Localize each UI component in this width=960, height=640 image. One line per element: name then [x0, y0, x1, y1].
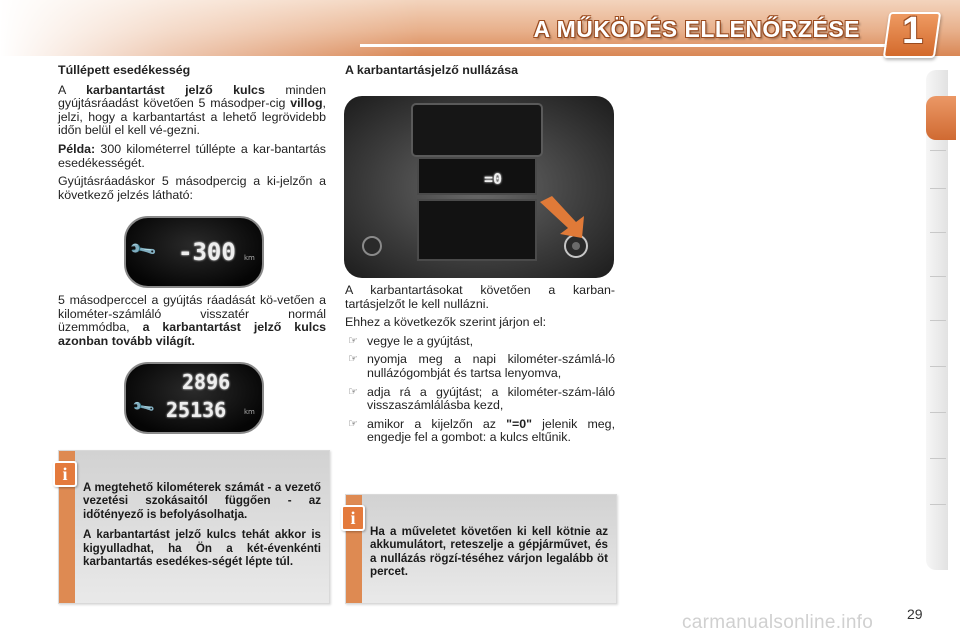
list-item-text: vegye le a gyújtást,	[367, 333, 474, 348]
info-paragraph: A karbantartást jelző kulcs tehát akkor is kigyulladhat, ha Ön a két-évenkénti karbantartás esedékes-ségét lépte túl.	[83, 528, 321, 569]
text-run: 5 másodperccel a gyújtás ráadását kö-vetően a kilométer-számláló visszatér normál üzemmódba,	[58, 293, 326, 335]
text-run: amikor a kijelzőn az	[367, 416, 507, 431]
bold-text: "=0"	[506, 416, 533, 431]
overdue-paragraph	[58, 84, 326, 138]
info-icon: i	[341, 505, 365, 531]
example-paragraph	[58, 143, 326, 170]
chapter-tab-divider	[930, 320, 946, 321]
reset-intro-paragraph: A karbantartásokat követően a karban-tartásjelzőt le kell nullázni.	[345, 283, 615, 311]
list-item	[345, 386, 615, 413]
bold-text: karbantartást jelző kulcs	[86, 82, 265, 97]
pointing-hand-icon: ☞	[348, 417, 358, 430]
photo-readout: =0	[484, 170, 503, 188]
info-icon: i	[53, 461, 77, 487]
list-item-text: nyomja meg a napi kilométer-számlá-ló nullázógombját és tartsa lenyomva,	[367, 352, 615, 380]
text-run: A	[58, 82, 87, 97]
wrench-icon: 🔧	[128, 235, 158, 265]
info-box-text	[83, 481, 321, 575]
pointing-hand-icon: ☞	[348, 353, 358, 366]
header-fade	[0, 0, 420, 56]
text-run: 300 kilométerrel túllépte a kar-bantartás esedékességét.	[58, 141, 326, 170]
wrench-icon: 🔧	[131, 395, 157, 420]
chapter-tab-divider	[930, 232, 946, 233]
text-run: , jelzi, hogy a karbantartást a lehető legrövidebb időn belül el kell vé-gezni.	[58, 96, 326, 138]
left-column-lower	[58, 294, 326, 353]
display-line2: 25136	[166, 398, 227, 422]
instrument-panel-photo	[344, 96, 614, 278]
pointing-hand-icon: ☞	[348, 385, 358, 398]
list-item	[345, 335, 615, 349]
left-column	[58, 64, 326, 207]
display-unit: km	[244, 408, 255, 416]
list-item-text: adja rá a gyújtást; a kilométer-szám-láló visszaszámlálásba kezd,	[367, 384, 615, 413]
info-paragraph: A megtehető kilométerek számát - a vezető vezetési szokásaitól függően - az időtényező is befolyásolhatja.	[83, 481, 321, 521]
display-reading: -300	[178, 238, 236, 266]
info-box-text	[370, 525, 608, 586]
list-item	[345, 418, 615, 445]
right-column	[345, 64, 615, 84]
header-rule	[360, 44, 890, 47]
instrument-panel-illustration	[344, 96, 614, 278]
example-label: Példa:	[58, 141, 96, 156]
chapter-tab-divider	[930, 412, 946, 413]
pointing-hand-icon: ☞	[348, 334, 358, 347]
text-run: jelenik meg, engedje fel a gombot: a kulcs eltűnik.	[367, 416, 616, 445]
instrument-display-normal	[124, 362, 264, 434]
info-box-mileage	[58, 450, 330, 604]
instrument-display-overdue	[124, 216, 264, 288]
text-run: minden gyújtásráadást követően 5 másodper-cig	[58, 82, 326, 111]
chapter-tab-divider	[930, 458, 946, 459]
page-number: 29	[907, 606, 923, 622]
display-line1: 2896	[182, 370, 231, 394]
right-column-lower	[345, 284, 615, 450]
display-unit: km	[244, 254, 255, 262]
chapter-tab-active[interactable]	[926, 96, 956, 140]
chapter-tab-divider	[930, 276, 946, 277]
section-heading-overdue: Túllépett esedékesség	[58, 63, 191, 77]
page-title: A MŰKÖDÉS ELLENŐRZÉSE	[533, 16, 860, 42]
section-heading-reset: A karbantartásjelző nullázása	[345, 63, 519, 77]
chapter-number: 1	[902, 10, 924, 52]
bold-text: villog	[290, 96, 323, 111]
list-item	[345, 353, 615, 380]
display-intro-paragraph: Gyújtásráadáskor 5 másodpercig a ki-jelzőn a következő jelzés látható:	[58, 174, 326, 202]
chapter-tab-divider	[930, 366, 946, 367]
watermark: carmanualsonline.info	[682, 612, 874, 633]
chapter-tab-divider	[930, 188, 946, 189]
chapter-tab-divider	[930, 504, 946, 505]
chapter-tab-divider	[930, 150, 946, 151]
bold-text: a karbantartást jelző kulcs azonban tovább világít.	[58, 320, 326, 348]
reset-steps-list	[345, 335, 615, 445]
info-paragraph: Ha a műveletet követően ki kell kötnie az akkumulátort, reteszelje a gépjárművet, és a nullázás rögzí-téséhez várjon legalább öt percet.	[370, 525, 608, 579]
after-start-paragraph	[58, 294, 326, 348]
info-box-battery	[345, 494, 617, 604]
reset-steps-intro: Ehhez a következők szerint járjon el:	[345, 315, 547, 330]
